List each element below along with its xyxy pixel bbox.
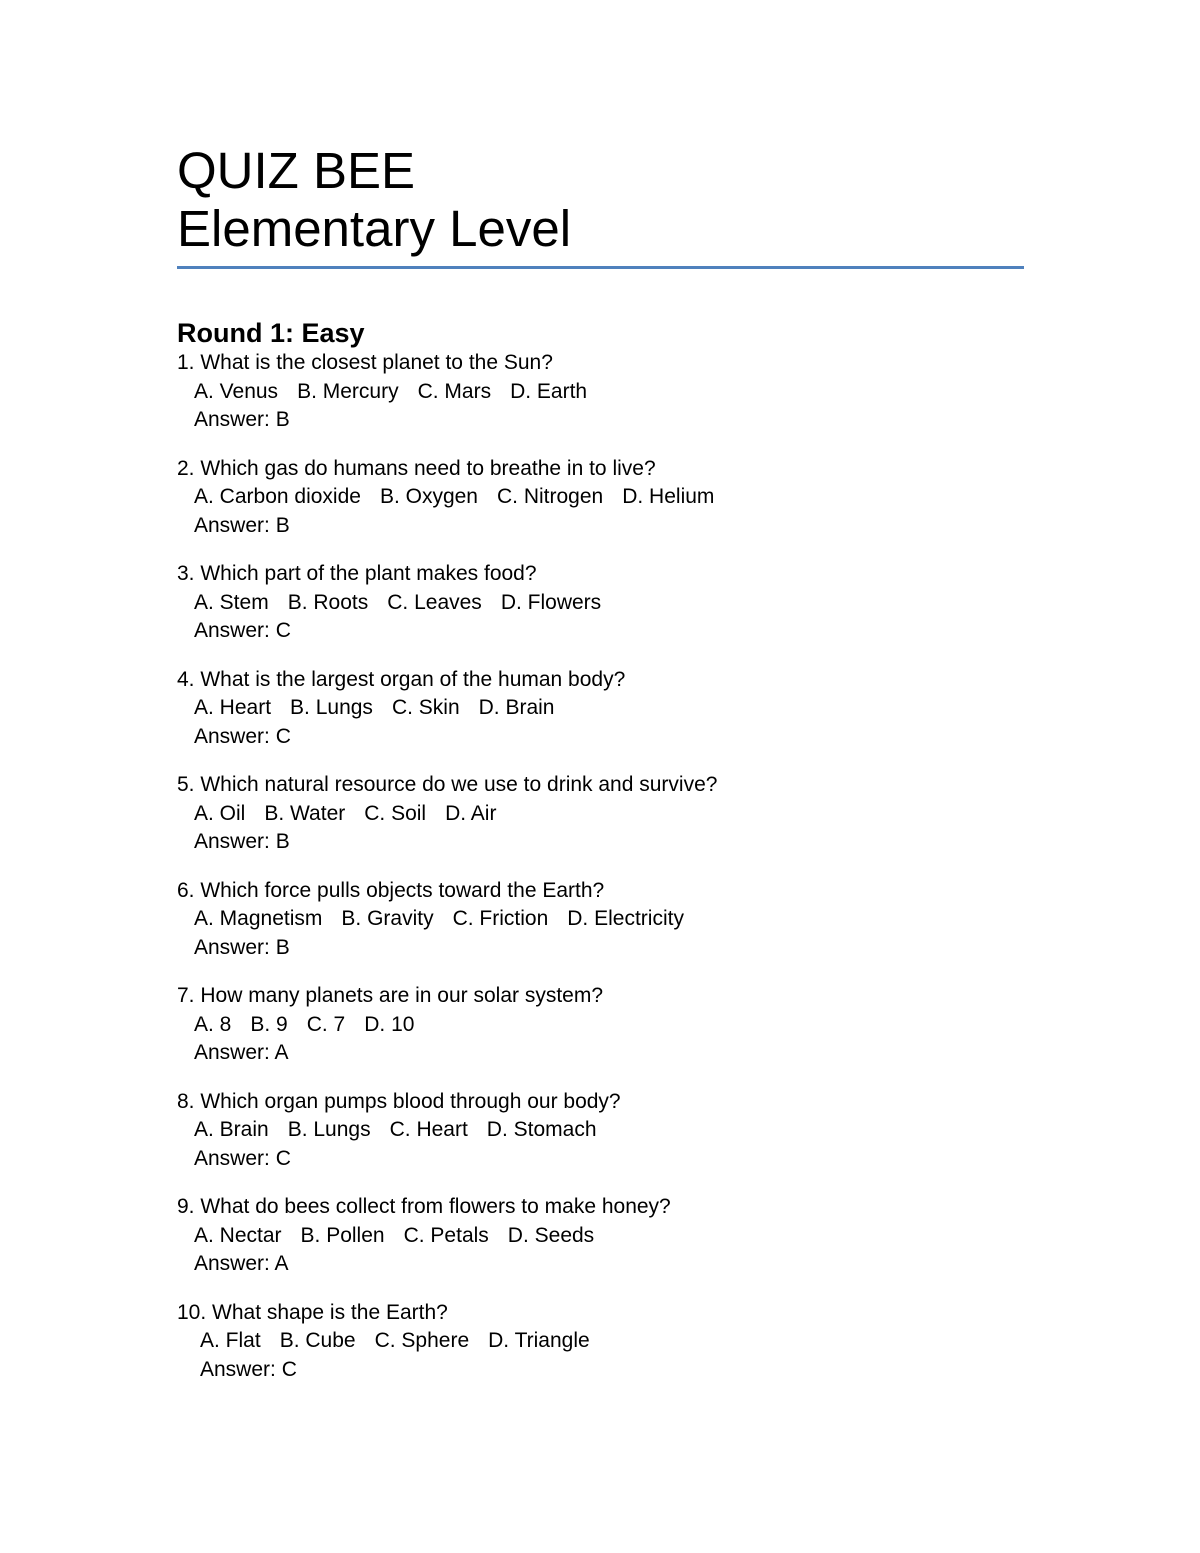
answer-option: B. Lungs <box>287 1118 371 1141</box>
answer-option: D. Stomach <box>486 1118 597 1141</box>
question-text: 5. Which natural resource do we use to drink and survive? <box>177 773 718 796</box>
answer-key: Answer: B <box>194 830 290 853</box>
answer-option: C. 7 <box>306 1012 346 1036</box>
question-item <box>177 982 1024 1068</box>
answer-key: Answer: A <box>194 1041 289 1064</box>
answer-options <box>177 378 1024 407</box>
answer-options <box>177 1327 1024 1356</box>
answer-option: D. 10 <box>364 1012 415 1036</box>
question-text: 6. Which force pulls objects toward the Earth? <box>177 878 605 902</box>
question-text: 10. What shape is the Earth? <box>177 1300 448 1324</box>
answer-option: D. Air <box>445 801 497 825</box>
question-list <box>177 349 1024 1384</box>
answer-option: C. Sphere <box>374 1329 470 1352</box>
answer-option: C. Leaves <box>387 590 482 614</box>
question-text: 9. What do bees collect from flowers to make honey? <box>177 1195 671 1218</box>
question-item <box>177 1193 1024 1279</box>
answer-option: D. Flowers <box>500 590 602 614</box>
answer-option: D. Triangle <box>488 1329 590 1352</box>
answer-key: Answer: B <box>194 935 290 959</box>
question-item <box>177 666 1024 752</box>
answer-key: Answer: A <box>194 1252 289 1275</box>
question-item <box>177 1088 1024 1174</box>
title-divider <box>177 266 1024 269</box>
question-item <box>177 771 1024 857</box>
answer-options <box>177 1011 1024 1040</box>
answer-option: A. Flat <box>200 1329 261 1352</box>
answer-option: D. Electricity <box>567 907 684 930</box>
round-heading: Round 1: Easy <box>177 318 365 348</box>
question-text: 4. What is the largest organ of the human body? <box>177 667 626 691</box>
answer-option: C. Nitrogen <box>497 485 604 508</box>
answer-options <box>177 694 1024 723</box>
question-item <box>177 349 1024 435</box>
document-title: QUIZ BEE <box>177 142 416 199</box>
answer-option: B. Mercury <box>297 379 399 403</box>
answer-option: A. Stem <box>194 590 269 614</box>
answer-option: A. Venus <box>194 379 279 403</box>
answer-option: B. Roots <box>287 590 369 614</box>
document-page <box>177 142 1024 1384</box>
question-item <box>177 455 1024 541</box>
answer-option: D. Brain <box>478 696 555 719</box>
answer-option: B. Pollen <box>300 1223 385 1247</box>
answer-option: C. Mars <box>417 379 492 403</box>
document-subtitle: Elementary Level <box>177 200 572 257</box>
answer-option: A. Heart <box>194 696 272 719</box>
answer-key: Answer: B <box>194 408 290 431</box>
answer-option: C. Petals <box>403 1223 489 1247</box>
answer-option: B. Water <box>264 801 346 825</box>
question-text: 8. Which organ pumps blood through our body? <box>177 1089 621 1113</box>
answer-option: B. Gravity <box>341 907 434 930</box>
question-item <box>177 560 1024 646</box>
answer-option: D. Seeds <box>507 1223 595 1247</box>
question-text: 7. How many planets are in our solar system? <box>177 984 604 1007</box>
answer-option: A. Nectar <box>194 1223 282 1247</box>
answer-key: Answer: C <box>194 1146 291 1170</box>
answer-option: B. Lungs <box>290 696 373 719</box>
answer-option: B. Oxygen <box>379 485 478 508</box>
question-text: 1. What is the closest planet to the Sun? <box>177 351 553 374</box>
answer-key: Answer: C <box>194 619 291 642</box>
answer-options <box>177 483 1024 512</box>
question-text: 2. Which gas do humans need to breathe in to live? <box>177 456 656 480</box>
answer-options <box>177 905 1024 934</box>
answer-option: C. Heart <box>389 1118 468 1141</box>
answer-option: C. Friction <box>452 907 549 930</box>
question-item <box>177 877 1024 963</box>
answer-key: Answer: C <box>194 724 291 748</box>
answer-option: A. Oil <box>194 801 246 825</box>
question-text: 3. Which part of the plant makes food? <box>177 562 537 585</box>
answer-option: B. 9 <box>250 1012 288 1036</box>
answer-key: Answer: B <box>194 513 290 537</box>
answer-option: A. Brain <box>194 1118 269 1141</box>
answer-options <box>177 800 1024 829</box>
answer-options <box>177 1222 1024 1251</box>
answer-option: A. Carbon dioxide <box>194 485 361 508</box>
answer-option: C. Skin <box>391 696 460 719</box>
answer-option: D. Earth <box>510 379 588 403</box>
answer-key: Answer: C <box>200 1357 297 1381</box>
answer-options <box>177 1116 1024 1145</box>
answer-option: C. Soil <box>364 801 427 825</box>
answer-options <box>177 589 1024 618</box>
question-item <box>177 1299 1024 1385</box>
answer-option: D. Helium <box>622 485 715 508</box>
answer-option: B. Cube <box>279 1329 356 1352</box>
answer-option: A. 8 <box>194 1012 232 1036</box>
answer-option: A. Magnetism <box>194 907 323 930</box>
